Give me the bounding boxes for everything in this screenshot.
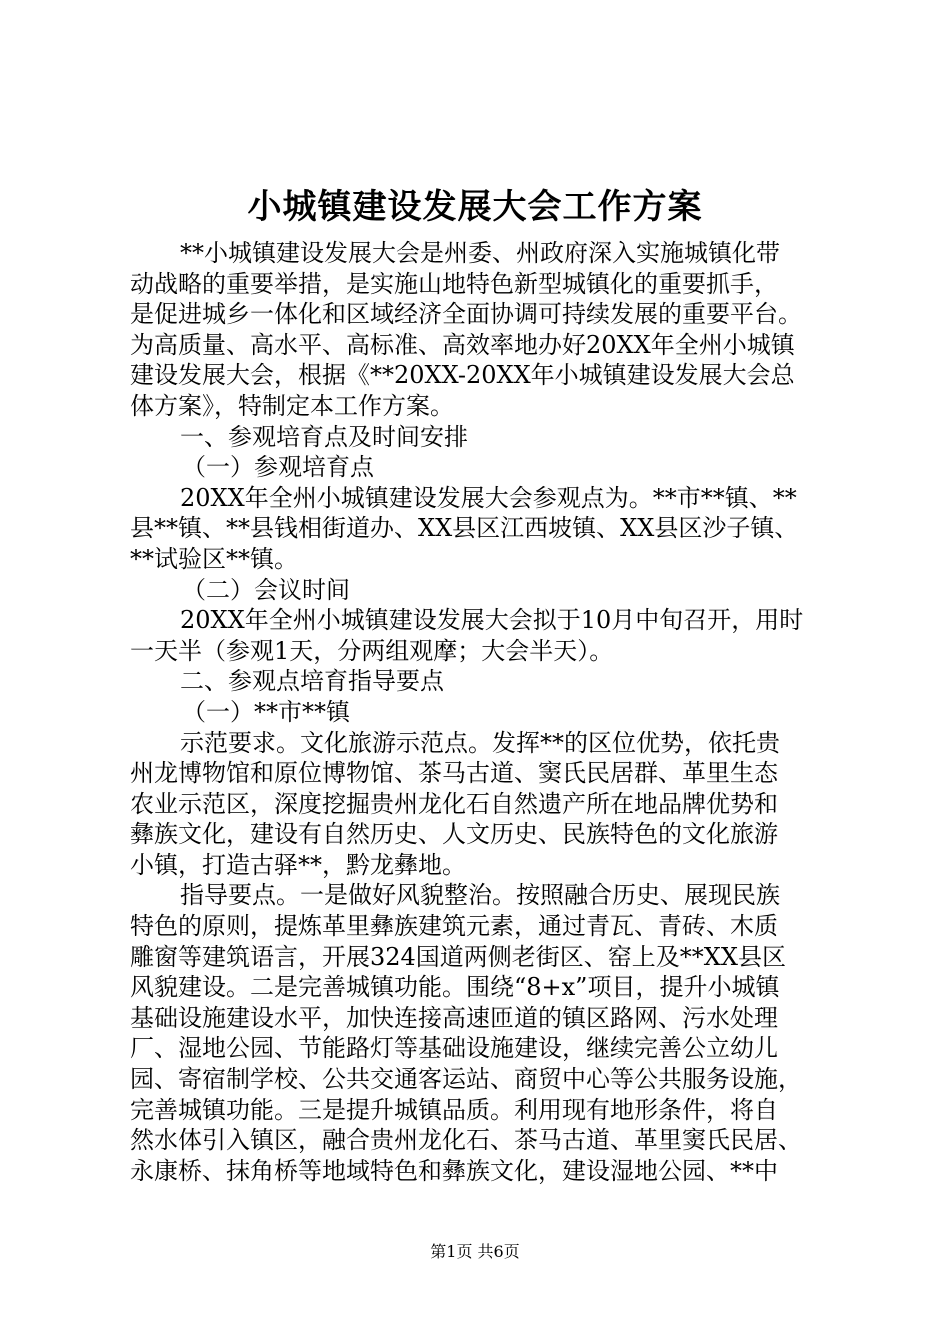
text-line: 完善城镇功能。三是提升城镇品质。利用现有地形条件，将自 [130, 1095, 778, 1124]
text-line: 特色的原则，提炼革里彝族建筑元素，通过青瓦、青砖、木质 [130, 912, 778, 941]
text-line: 永康桥、抹角桥等地域特色和彝族文化，建设湿地公园、**中 [130, 1156, 778, 1185]
text-line: 小镇，打造古驿**，黔龙彝地。 [130, 850, 466, 879]
text-line: **试验区**镇。 [130, 544, 298, 573]
text-line: 动战略的重要举措，是实施山地特色新型城镇化的重要抓手， [130, 269, 778, 298]
text-line: 州龙博物馆和原位博物馆、茶马古道、窦氏民居群、革里生态 [130, 759, 778, 788]
document-title: 小城镇建设发展大会工作方案 [247, 187, 703, 227]
text-line: **小城镇建设发展大会是州委、州政府深入实施城镇化带 [180, 239, 780, 267]
document-body [130, 238, 830, 1186]
page-number: 第1页 共6页 [430, 1242, 520, 1261]
text-line: 体方案》，特制定本工作方案。 [130, 391, 454, 420]
section-heading: 二、参观点培育指导要点 [180, 667, 444, 696]
text-line: 彝族文化，建设有自然历史、人文历史、民族特色的文化旅游 [130, 820, 778, 849]
text-line: 一天半（参观1天，分两组观摩；大会半天）。 [130, 636, 614, 665]
text-line: 示范要求。文化旅游示范点。发挥**的区位优势，依托贵 [180, 728, 780, 757]
subsection-heading: （一）**市**镇 [182, 697, 350, 726]
text-line: 指导要点。一是做好风貌整治。按照融合历史、展现民族 [180, 881, 780, 910]
text-line: 然水体引入镇区，融合贵州龙化石、茶马古道、革里窦氏民居、 [130, 1126, 802, 1155]
text-line: 县**镇、**县钱相街道办、XX县区江西坡镇、XX县区沙子镇、 [130, 514, 799, 543]
text-line: 园、寄宿制学校、公共交通客运站、商贸中心等公共服务设施， [130, 1065, 802, 1094]
text-line: 厂、湿地公园、节能路灯等基础设施建设，继续完善公立幼儿 [130, 1034, 778, 1063]
text-line: 雕窗等建筑语言，开展324国道两侧老街区、窑上及**XX县区 [130, 942, 786, 971]
text-line: 建设发展大会，根据《**20XX-20XX年小城镇建设发展大会总 [130, 361, 795, 390]
text-line: 为高质量、高水平、高标准、高效率地办好20XX年全州小城镇 [130, 330, 795, 359]
subsection-heading: （二）会议时间 [182, 575, 350, 604]
text-line: 基础设施建设水平，加快连接高速匝道的镇区路网、污水处理 [130, 1003, 778, 1032]
text-line: 是促进城乡一体化和区域经济全面协调可持续发展的重要平台。 [130, 300, 802, 329]
text-line: 20XX年全州小城镇建设发展大会拟于10月中旬召开，用时 [180, 606, 804, 635]
text-line: 风貌建设。二是完善城镇功能。围绕“8+x”项目，提升小城镇 [130, 973, 780, 1002]
text-line: 20XX年全州小城镇建设发展大会参观点为。**市**镇、** [180, 483, 797, 512]
section-heading: 一、参观培育点及时间安排 [180, 422, 468, 451]
subsection-heading: （一）参观培育点 [182, 453, 374, 482]
text-line: 农业示范区，深度挖掘贵州龙化石自然遗产所在地品牌优势和 [130, 789, 778, 818]
